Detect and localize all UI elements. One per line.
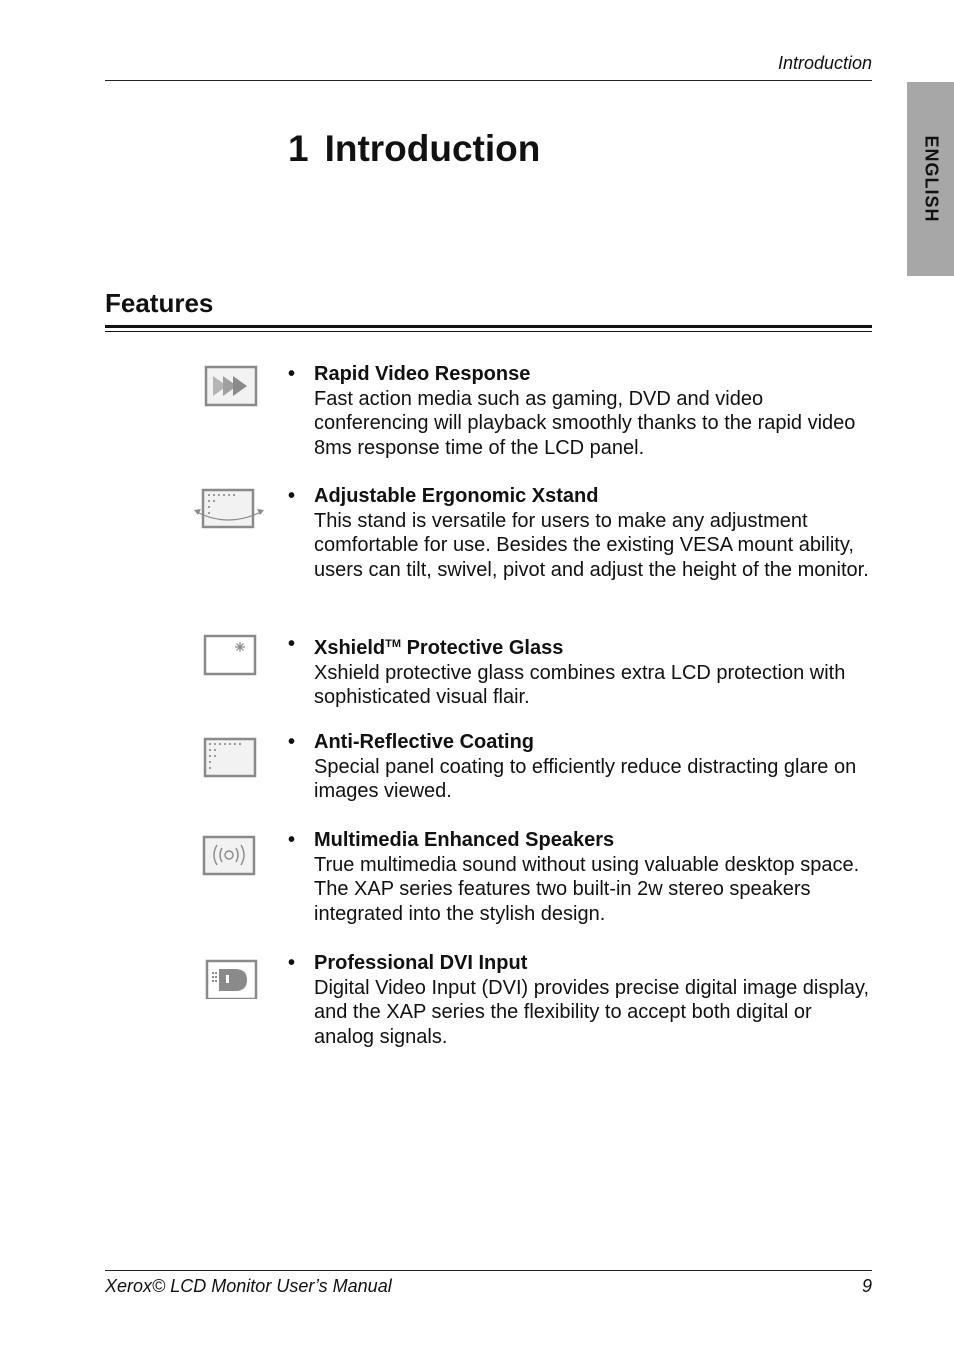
feature-title: Professional DVI Input bbox=[314, 952, 528, 974]
feature-description: Digital Video Input (DVI) provides precise digital image display, and the XAP series the flexibility to accept both digital or analog signals. bbox=[314, 976, 870, 1048]
bullet-icon: • bbox=[288, 731, 296, 753]
feature-title: Adjustable Ergonomic Xstand bbox=[314, 485, 599, 507]
anti-glare-icon bbox=[193, 730, 265, 778]
page-number: 9 bbox=[861, 1276, 872, 1296]
bullet-icon: • bbox=[288, 952, 296, 974]
section-title: Features bbox=[105, 288, 214, 318]
feature-description: Special panel coating to efficiently reduce distracting glare on images viewed. bbox=[314, 755, 857, 803]
speaker-icon bbox=[193, 828, 265, 876]
chapter-title-text: Introduction bbox=[324, 128, 541, 169]
glass-shield-icon bbox=[193, 632, 265, 680]
bullet-icon: • bbox=[288, 485, 296, 507]
running-header: Introduction bbox=[777, 53, 872, 73]
language-tab bbox=[907, 82, 954, 276]
language-tab-label: ENGLISH bbox=[921, 135, 941, 223]
feature-description: Xshield protective glass combines extra LCD protection with sophisticated visual flair. bbox=[314, 661, 846, 709]
fast-forward-icon bbox=[193, 362, 265, 410]
feature-title: Xshield™ Protective Glass bbox=[314, 637, 564, 659]
feature-title: Multimedia Enhanced Speakers bbox=[314, 829, 615, 851]
section-rule-thin bbox=[105, 331, 872, 332]
feature-description: This stand is versatile for users to make any adjustment comfortable for use. Besides the existing VESA mount ability, users can tilt, swivel, pivot and adjust the height of the monitor. bbox=[314, 509, 869, 581]
bullet-icon: • bbox=[288, 363, 296, 385]
bullet-icon: • bbox=[288, 829, 296, 851]
footer-manual-title: Xerox© LCD Monitor User’s Manual bbox=[105, 1276, 392, 1296]
feature-description: True multimedia sound without using valuable desktop space. The XAP series features two built-in 2w stereo speakers integrated into the stylish design. bbox=[314, 853, 860, 925]
section-rule-thick bbox=[105, 325, 872, 328]
stand-icon bbox=[193, 484, 265, 532]
chapter-title bbox=[288, 128, 540, 170]
bullet-icon: • bbox=[288, 633, 296, 655]
dvi-connector-icon bbox=[193, 951, 265, 999]
footer-rule bbox=[105, 1270, 872, 1271]
feature-title: Anti-Reflective Coating bbox=[314, 731, 535, 753]
feature-description: Fast action media such as gaming, DVD and video conferencing will playback smoothly thanks to the rapid video 8ms response time of the LCD panel. bbox=[314, 387, 856, 459]
header-rule bbox=[105, 80, 872, 81]
chapter-number: 1 bbox=[288, 128, 309, 169]
feature-title: Rapid Video Response bbox=[314, 363, 531, 385]
